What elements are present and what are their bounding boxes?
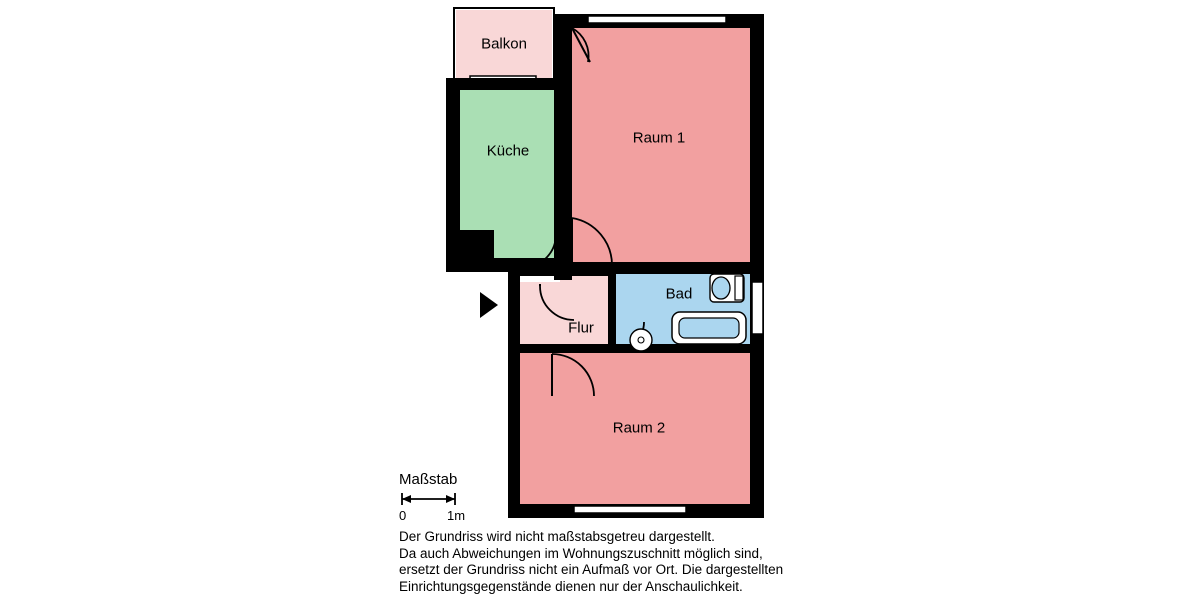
room-label-balkon: Balkon [481, 35, 527, 53]
scale-bar [402, 493, 455, 505]
wall-top-kitchen [446, 78, 568, 90]
disclaimer-line-3: ersetzt der Grundriss nicht ein Aufmaß vor Ort. Die dargestellten [399, 562, 784, 577]
hall-fill [514, 282, 612, 350]
wall-hall-bath [608, 268, 616, 352]
scale-end-label: 1m [447, 508, 466, 523]
window-room2-bottom [574, 506, 686, 513]
room-label-kueche: Küche [486, 142, 530, 160]
scale-title: Maßstab [399, 471, 458, 488]
bathtub-icon [672, 312, 746, 344]
disclaimer-line-2: Da auch Abweichungen im Wohnungszuschnitt möglich sind, [399, 545, 763, 561]
wall-right-upper [750, 14, 764, 294]
window-room1-top [588, 16, 726, 23]
toilet-icon [710, 274, 744, 302]
room-label-raum1: Raum 1 [632, 129, 686, 147]
entrance-arrow-icon [480, 292, 498, 318]
disclaimer-line-1: Der Grundriss wird nicht maßstabsgetreu dargestellt. [399, 529, 715, 544]
sink-icon [630, 329, 652, 351]
room-label-raum2: Raum 2 [612, 419, 666, 437]
scale-start-label: 0 [399, 508, 407, 523]
balcony-fill [456, 10, 552, 78]
room-label-flur: Flur [568, 319, 594, 337]
room-label-bad: Bad [665, 285, 693, 303]
window-bath-right [752, 282, 763, 334]
disclaimer-text [399, 529, 829, 595]
wall-hall-top [508, 268, 616, 276]
kitchen-fill [460, 88, 558, 230]
wall-left-lower [508, 268, 520, 516]
disclaimer-line-4: Einrichtungsgegenstände dienen nur der Anschaulichkeit. [399, 578, 743, 594]
wall-niche-kitchen [452, 230, 494, 270]
